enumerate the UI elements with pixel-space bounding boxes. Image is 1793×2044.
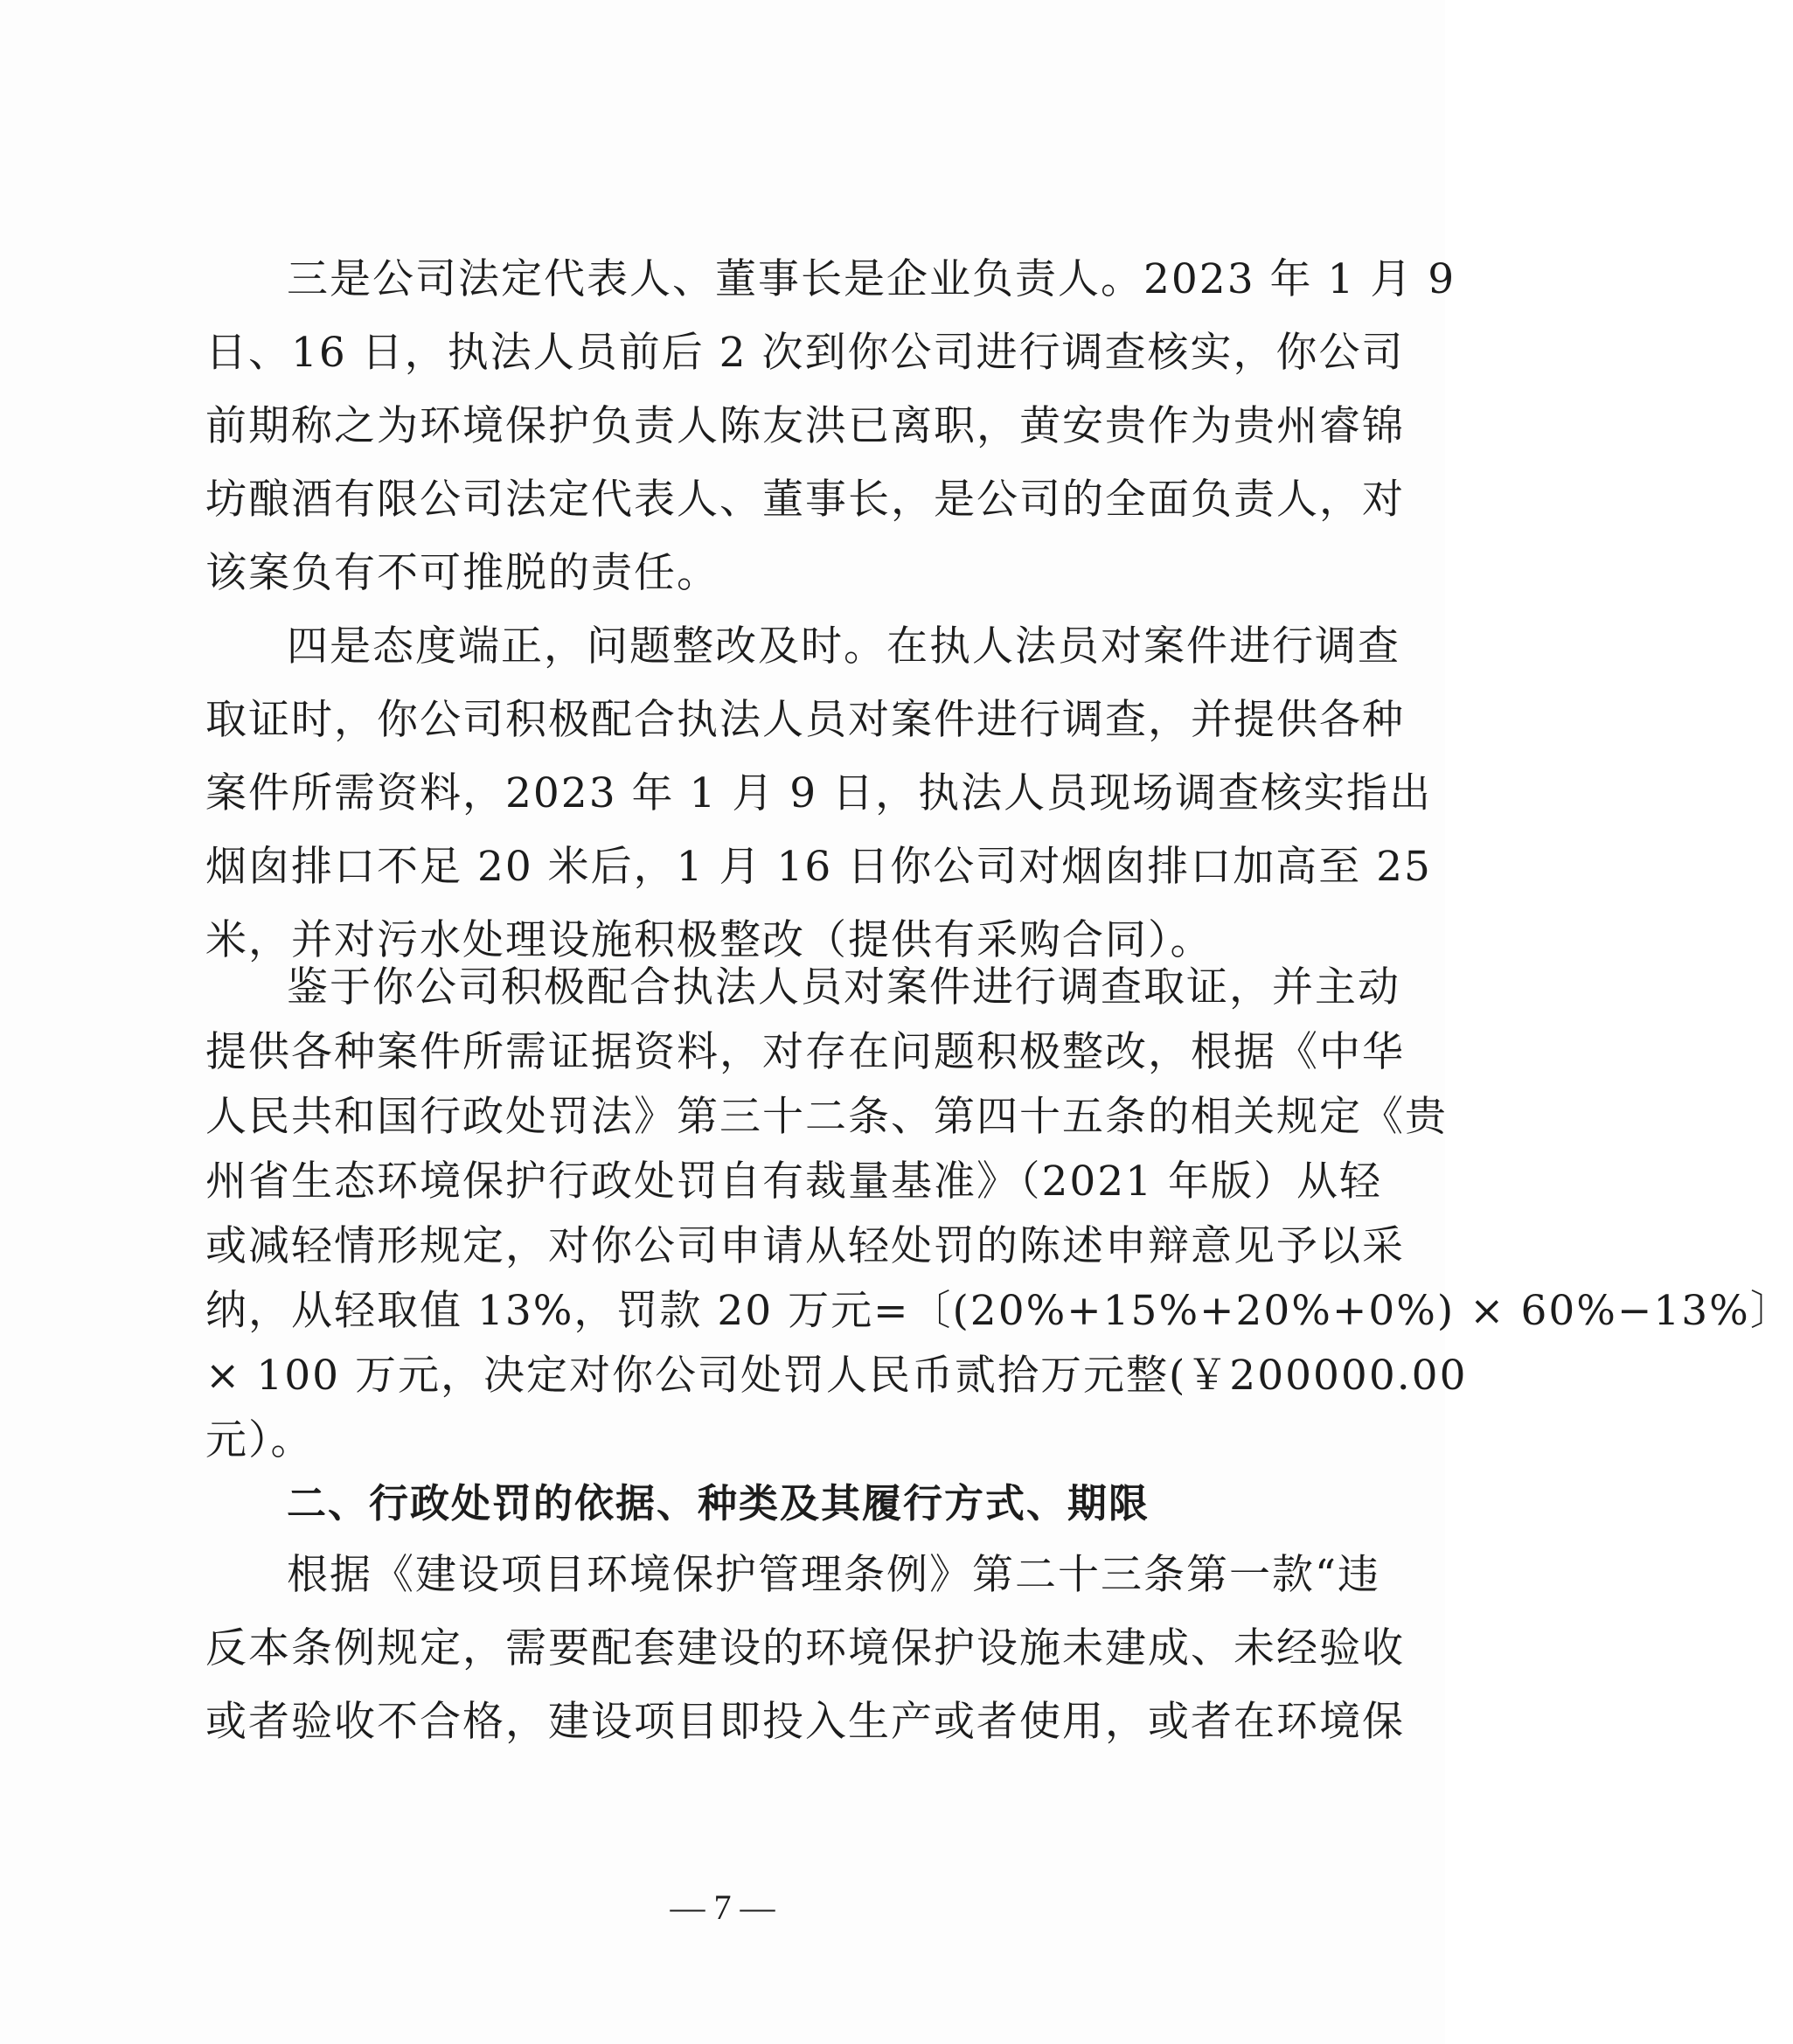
section-heading: 二、行政处罚的依据、种类及其履行方式、期限 <box>287 1480 1150 1526</box>
paragraph-1-line-5: 该案负有不可推脱的责任。 <box>205 549 719 597</box>
paragraph-3-line-7: × 100 万元，决定对你公司处罚人民币贰拾万元整(￥200000.00 <box>205 1352 1468 1400</box>
paragraph-4-line-1: 根据《建设项目环境保护管理条例》第二十三条第一款“违 <box>287 1551 1381 1599</box>
paragraph-3-line-6: 纳，从轻取值 13%，罚款 20 万元=〔(20%+15%+20%+0%) × 60%−13%〕 <box>205 1287 1793 1335</box>
paragraph-2-line-5: 米，并对污水处理设施积极整改（提供有采购合同）。 <box>205 916 1213 964</box>
paragraph-3-line-5: 或减轻情形规定，对你公司申请从轻处罚的陈述申辩意见予以采 <box>205 1222 1405 1270</box>
paragraph-3-line-1: 鉴于你公司积极配合执法人员对案件进行调查取证，并主动 <box>287 963 1400 1012</box>
paragraph-1-line-4: 坊酿酒有限公司法定代表人、董事长，是公司的全面负责人，对 <box>205 476 1405 524</box>
paragraph-1-line-1: 三是公司法定代表人、董事长是企业负责人。2023 年 1 月 9 <box>287 255 1456 303</box>
paragraph-3-line-3: 人民共和国行政处罚法》第三十二条、第四十五条的相关规定《贵 <box>205 1093 1448 1141</box>
paragraph-3-line-8: 元）。 <box>205 1416 314 1464</box>
paragraph-3-line-2: 提供各种案件所需证据资料，对存在问题积极整改，根据《中华 <box>205 1028 1405 1076</box>
paragraph-2-line-2: 取证时，你公司积极配合执法人员对案件进行调查，并提供各种 <box>205 696 1405 744</box>
paragraph-2-line-1: 四是态度端正，问题整改及时。在执人法员对案件进行调查 <box>287 622 1400 671</box>
paragraph-2-line-3: 案件所需资料，2023 年 1 月 9 日，执法人员现场调查核实指出 <box>205 769 1433 817</box>
paragraph-1-line-2: 日、16 日，执法人员前后 2 次到你公司进行调查核实，你公司 <box>205 329 1405 377</box>
paragraph-1-line-3: 前期称之为环境保护负责人陈友洪已离职，黄安贵作为贵州睿锦 <box>205 402 1405 450</box>
paragraph-2-line-4: 烟囱排口不足 20 米后，1 月 16 日你公司对烟囱排口加高至 25 <box>205 843 1432 891</box>
page-number: — 7 — <box>670 1888 775 1927</box>
paragraph-4-line-3: 或者验收不合格，建设项目即投入生产或者使用，或者在环境保 <box>205 1698 1405 1746</box>
paragraph-3-line-4: 州省生态环境保护行政处罚自有裁量基准》（2021 年版）从轻 <box>205 1158 1383 1206</box>
paragraph-4-line-2: 反本条例规定，需要配套建设的环境保护设施未建成、未经验收 <box>205 1624 1405 1672</box>
